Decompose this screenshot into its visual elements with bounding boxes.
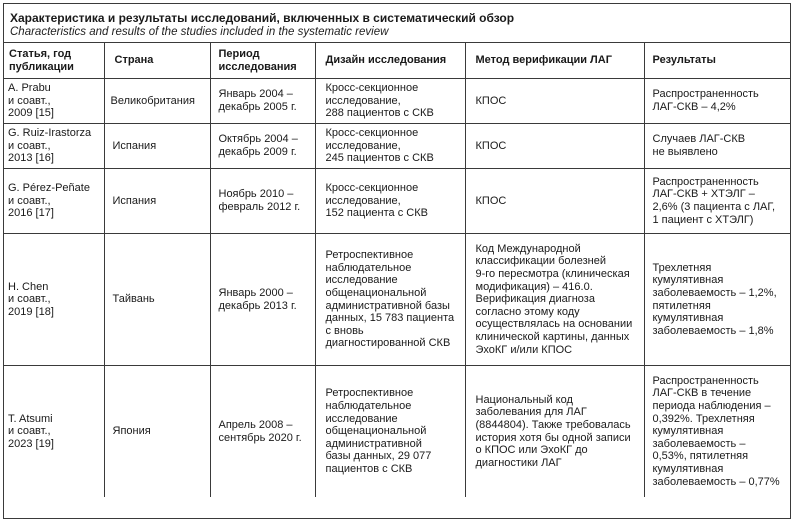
cell-period: Апрель 2008 – сентябрь 2020 г. xyxy=(210,366,315,498)
cell-country: Испания xyxy=(104,169,210,234)
header-design: Дизайн исследования xyxy=(315,43,465,79)
cell-results: Распространенность ЛАГ-СКВ – 4,2% xyxy=(644,79,790,124)
table-caption xyxy=(4,4,790,43)
cell-results: Случаев ЛАГ-СКВ не выявлено xyxy=(644,124,790,169)
cell-method: КПОС xyxy=(465,79,644,124)
studies-table-frame xyxy=(3,3,791,519)
header-method: Метод верификации ЛАГ xyxy=(465,43,644,79)
cell-period: Ноябрь 2010 – февраль 2012 г. xyxy=(210,169,315,234)
cell-period: Октябрь 2004 – декабрь 2009 г. xyxy=(210,124,315,169)
header-study: Статья, год публикации xyxy=(4,43,104,79)
cell-design: Ретроспективное наблюдательное исследование общенациональной административной базы данных, 29 077 пациентов с СКВ xyxy=(315,366,465,498)
header-country: Страна xyxy=(104,43,210,79)
table-row xyxy=(4,366,790,498)
cell-study: T. Atsumi и соавт., 2023 [19] xyxy=(4,366,104,498)
cell-results: Распространенность ЛАГ-СКВ в течение периода наблюдения – 0,392%. Трехлетняя кумулятивная заболеваемость – 0,53%, пятилетняя кумулятивная заболеваемость – 0,77% xyxy=(652,374,780,488)
cell-design: Кросс-секционное исследование, 288 пациентов с СКВ xyxy=(315,79,465,124)
table-row xyxy=(4,234,790,366)
cell-method: Национальный код заболевания для ЛАГ (8844804). Также требовалась история хотя бы одной записи о КПОС или ЭхоКГ до диагностики ЛАГ xyxy=(465,366,644,498)
studies-table xyxy=(4,43,790,497)
cell-method: КПОС xyxy=(465,169,644,234)
table-row xyxy=(4,169,790,234)
table-title-en: Characteristics and results of the studies included in the systematic review xyxy=(10,26,389,38)
table-title-ru: Характеристика и результаты исследований, включенных в систематический обзор xyxy=(10,11,515,25)
cell-design: Кросс-секционное исследование, 245 пациентов с СКВ xyxy=(315,124,465,169)
cell-results: Трехлетняя кумулятивная заболеваемость – 1,2%, пятилетняя кумулятивная заболеваемость – 1,8% xyxy=(644,234,790,366)
cell-study: G. Pérez-Peñate и соавт., 2016 [17] xyxy=(4,169,104,234)
cell-country: Испания xyxy=(104,124,210,169)
cell-results: Распространенность ЛАГ-СКВ + ХТЭЛГ – 2,6% (3 пациента с ЛАГ, 1 пациент с ХТЭЛГ) xyxy=(644,169,790,234)
cell-design: Ретроспективное наблюдательное исследование общенациональной административной базы данных, 15 783 пациента с вновь диагностированной СКВ xyxy=(315,234,465,366)
cell-method: Код Международной классификации болезней 9-го пересмотра (клиническая модификация) – 416.0. Верификация диагноза согласно этому коду осуществлялась на основании клинической картины, данных ЭхоКГ и/или КПОС xyxy=(465,234,644,366)
header-results: Результаты xyxy=(644,43,790,79)
cell-study: H. Chen и соавт., 2019 [18] xyxy=(4,234,104,366)
cell-period: Январь 2004 – декабрь 2005 г. xyxy=(210,79,315,124)
cell-study: G. Ruiz-Irastorza и соавт., 2013 [16] xyxy=(4,124,104,169)
table-header-row xyxy=(4,43,790,79)
cell-study: A. Prabu и соавт., 2009 [15] xyxy=(4,79,104,124)
cell-design: Кросс-секционное исследование, 152 пациента с СКВ xyxy=(315,169,465,234)
cell-country: Япония xyxy=(104,366,210,498)
table-row xyxy=(4,79,790,124)
cell-country: Тайвань xyxy=(104,234,210,366)
cell-period: Январь 2000 – декабрь 2013 г. xyxy=(210,234,315,366)
header-period: Период исследования xyxy=(210,43,315,79)
cell-method: КПОС xyxy=(465,124,644,169)
cell-country: Великобритания xyxy=(104,79,210,124)
table-row xyxy=(4,124,790,169)
